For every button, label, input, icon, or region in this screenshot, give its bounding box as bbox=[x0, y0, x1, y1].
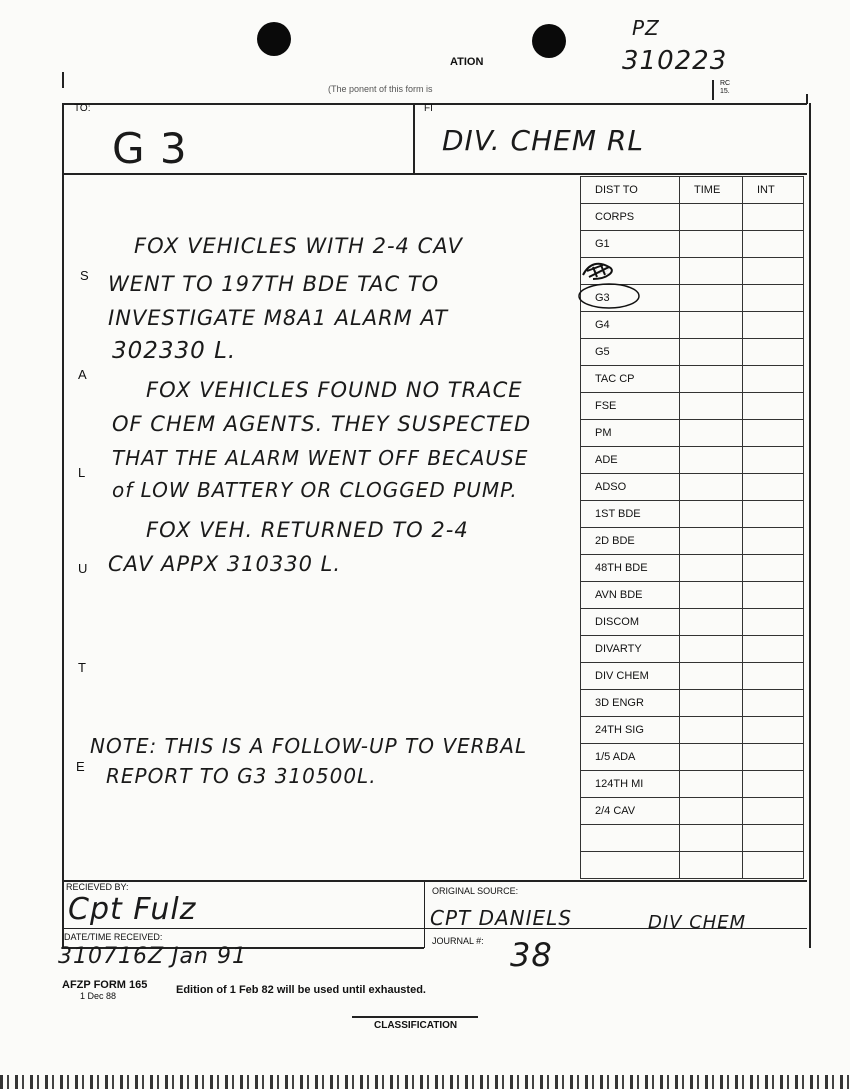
dist-cell: G1 bbox=[581, 231, 680, 258]
int-cell bbox=[743, 258, 804, 285]
scribble-mark bbox=[579, 259, 623, 283]
date-time-received-label: DATE/TIME RECEIVED: bbox=[64, 932, 163, 942]
distribution-table bbox=[580, 176, 804, 879]
table-row bbox=[581, 825, 804, 852]
left-tick bbox=[62, 72, 64, 88]
bottom-section-divider bbox=[424, 880, 425, 948]
time-cell bbox=[680, 339, 743, 366]
table-row bbox=[581, 501, 804, 528]
time-cell bbox=[680, 690, 743, 717]
dist-cell: CORPS bbox=[581, 204, 680, 231]
dist-cell-text: G3 bbox=[595, 292, 610, 304]
dist-cell: 124TH MI bbox=[581, 771, 680, 798]
message-line: OF CHEM AGENTS. THEY SUSPECTED bbox=[112, 412, 532, 436]
table-row bbox=[581, 582, 804, 609]
int-cell bbox=[743, 231, 804, 258]
message-line: WENT TO 197TH BDE TAC TO bbox=[108, 272, 440, 296]
punch-hole-left bbox=[257, 22, 291, 56]
time-cell bbox=[680, 663, 743, 690]
time-cell bbox=[680, 609, 743, 636]
time-cell bbox=[680, 528, 743, 555]
bottom-section-top-rule bbox=[62, 880, 807, 882]
from-label: FI bbox=[424, 103, 433, 114]
column-header-dist-to: DIST TO bbox=[581, 177, 680, 204]
time-cell bbox=[680, 555, 743, 582]
time-cell bbox=[680, 717, 743, 744]
int-cell bbox=[743, 447, 804, 474]
int-cell bbox=[743, 474, 804, 501]
edition-note: Edition of 1 Feb 82 will be used until exhausted. bbox=[176, 984, 426, 996]
int-cell bbox=[743, 393, 804, 420]
time-cell bbox=[680, 366, 743, 393]
dist-cell-circled bbox=[581, 285, 680, 312]
dist-cell: 1ST BDE bbox=[581, 501, 680, 528]
dist-cell: FSE bbox=[581, 393, 680, 420]
int-cell bbox=[743, 285, 804, 312]
int-cell bbox=[743, 609, 804, 636]
column-header-int: INT bbox=[743, 177, 804, 204]
message-line: REPORT TO G3 310500L. bbox=[106, 764, 377, 788]
dist-cell: G5 bbox=[581, 339, 680, 366]
time-cell bbox=[680, 474, 743, 501]
int-cell bbox=[743, 771, 804, 798]
table-row bbox=[581, 528, 804, 555]
to-label: TO: bbox=[74, 103, 91, 114]
table-row bbox=[581, 204, 804, 231]
side-letter-l: L bbox=[78, 465, 86, 480]
time-cell bbox=[680, 285, 743, 312]
int-cell bbox=[743, 690, 804, 717]
int-cell bbox=[743, 744, 804, 771]
top-right-number: 310223 bbox=[622, 46, 728, 76]
dist-cell: 24TH SIG bbox=[581, 717, 680, 744]
message-line: FOX VEH. RETURNED TO 2-4 bbox=[146, 518, 469, 542]
table-row bbox=[581, 366, 804, 393]
table-row bbox=[581, 231, 804, 258]
int-cell bbox=[743, 366, 804, 393]
dist-cell: 48TH BDE bbox=[581, 555, 680, 582]
table-row bbox=[581, 852, 804, 879]
table-row bbox=[581, 690, 804, 717]
received-by-label: RECIEVED BY: bbox=[66, 882, 129, 892]
original-source-label: ORIGINAL SOURCE: bbox=[432, 886, 519, 896]
dist-cell: PM bbox=[581, 420, 680, 447]
int-cell bbox=[743, 420, 804, 447]
time-cell bbox=[680, 447, 743, 474]
top-right-note: PZ bbox=[632, 16, 660, 40]
table-row bbox=[581, 744, 804, 771]
message-line: INVESTIGATE M8A1 ALARM AT bbox=[108, 306, 449, 330]
time-cell bbox=[680, 501, 743, 528]
time-cell bbox=[680, 258, 743, 285]
int-cell bbox=[743, 501, 804, 528]
from-value: DIV. CHEM RL bbox=[442, 124, 644, 157]
time-cell bbox=[680, 312, 743, 339]
classification-rule bbox=[352, 1016, 478, 1018]
int-cell bbox=[743, 312, 804, 339]
side-letter-s: S bbox=[80, 268, 89, 283]
int-cell bbox=[743, 852, 804, 879]
scan-edge-noise bbox=[0, 1075, 850, 1089]
int-cell bbox=[743, 555, 804, 582]
message-line: THAT THE ALARM WENT OFF BECAUSE bbox=[112, 446, 529, 470]
table-row bbox=[581, 312, 804, 339]
table-row bbox=[581, 771, 804, 798]
int-cell bbox=[743, 717, 804, 744]
dist-cell: AVN BDE bbox=[581, 582, 680, 609]
dist-cell bbox=[581, 825, 680, 852]
dist-cell: TAC CP bbox=[581, 366, 680, 393]
original-source-unit: DIV CHEM bbox=[648, 912, 747, 933]
dist-cell: DIV CHEM bbox=[581, 663, 680, 690]
message-line: FOX VEHICLES WITH 2-4 CAV bbox=[134, 234, 463, 258]
int-cell bbox=[743, 636, 804, 663]
table-row bbox=[581, 798, 804, 825]
time-cell bbox=[680, 393, 743, 420]
dist-cell: 2D BDE bbox=[581, 528, 680, 555]
message-line: NOTE: THIS IS A FOLLOW-UP TO VERBAL bbox=[90, 734, 528, 758]
rc-code: RC 15. bbox=[720, 80, 731, 95]
message-line: CAV APPX 310330 L. bbox=[108, 552, 341, 576]
table-row bbox=[581, 717, 804, 744]
time-cell bbox=[680, 771, 743, 798]
dist-cell bbox=[581, 852, 680, 879]
to-from-divider bbox=[413, 103, 415, 173]
circle-mark bbox=[577, 281, 647, 311]
time-cell bbox=[680, 825, 743, 852]
time-cell bbox=[680, 204, 743, 231]
dist-cell: DISCOM bbox=[581, 609, 680, 636]
punch-hole-right bbox=[532, 24, 566, 58]
table-row bbox=[581, 474, 804, 501]
table-row bbox=[581, 663, 804, 690]
time-cell bbox=[680, 231, 743, 258]
classification-label: CLASSIFICATION bbox=[374, 1020, 458, 1031]
top-rule bbox=[62, 103, 807, 105]
table-row bbox=[581, 393, 804, 420]
table-row bbox=[581, 636, 804, 663]
message-line: of LOW BATTERY OR CLOGGED PUMP. bbox=[112, 478, 518, 502]
dist-cell: ADE bbox=[581, 447, 680, 474]
form-title: ATION bbox=[450, 56, 484, 68]
time-cell bbox=[680, 636, 743, 663]
time-cell bbox=[680, 420, 743, 447]
int-cell bbox=[743, 825, 804, 852]
time-cell bbox=[680, 852, 743, 879]
table-row bbox=[581, 285, 804, 312]
dist-cell: ADSO bbox=[581, 474, 680, 501]
dist-cell: 3D ENGR bbox=[581, 690, 680, 717]
side-letter-t: T bbox=[78, 660, 86, 675]
table-row bbox=[581, 339, 804, 366]
table-row bbox=[581, 555, 804, 582]
time-cell bbox=[680, 582, 743, 609]
dist-cell: G4 bbox=[581, 312, 680, 339]
original-source-value: CPT DANIELS bbox=[430, 906, 573, 930]
form-date: 1 Dec 88 bbox=[80, 991, 117, 1001]
table-row bbox=[581, 420, 804, 447]
int-cell bbox=[743, 204, 804, 231]
time-cell bbox=[680, 798, 743, 825]
header-bottom-rule bbox=[62, 173, 807, 175]
table-header-row bbox=[581, 177, 804, 204]
dist-cell: 2/4 CAV bbox=[581, 798, 680, 825]
dist-cell: DIVARTY bbox=[581, 636, 680, 663]
rc-divider bbox=[712, 80, 714, 100]
column-header-time: TIME bbox=[680, 177, 743, 204]
dist-cell-text: G2 bbox=[595, 265, 610, 277]
journal-label: JOURNAL #: bbox=[432, 936, 484, 946]
received-by-signature: Cpt Fulz bbox=[68, 892, 197, 927]
date-time-received-value: 310716Z Jan 91 bbox=[58, 944, 247, 969]
dist-cell: 1/5 ADA bbox=[581, 744, 680, 771]
time-cell bbox=[680, 744, 743, 771]
int-cell bbox=[743, 582, 804, 609]
table-row bbox=[581, 609, 804, 636]
side-letter-u: U bbox=[78, 561, 88, 576]
side-letter-e: E bbox=[76, 759, 85, 774]
message-line: 302330 L. bbox=[112, 338, 237, 364]
int-cell bbox=[743, 528, 804, 555]
int-cell bbox=[743, 663, 804, 690]
int-cell bbox=[743, 798, 804, 825]
table-row bbox=[581, 447, 804, 474]
to-value: G 3 bbox=[112, 124, 188, 173]
message-line: FOX VEHICLES FOUND NO TRACE bbox=[146, 378, 523, 402]
side-letter-a: A bbox=[78, 367, 87, 382]
form-subtitle: (The ponent of this form is bbox=[328, 84, 433, 94]
int-cell bbox=[743, 339, 804, 366]
form-id: AFZP FORM 165 bbox=[62, 979, 148, 991]
journal-value: 38 bbox=[510, 936, 553, 974]
